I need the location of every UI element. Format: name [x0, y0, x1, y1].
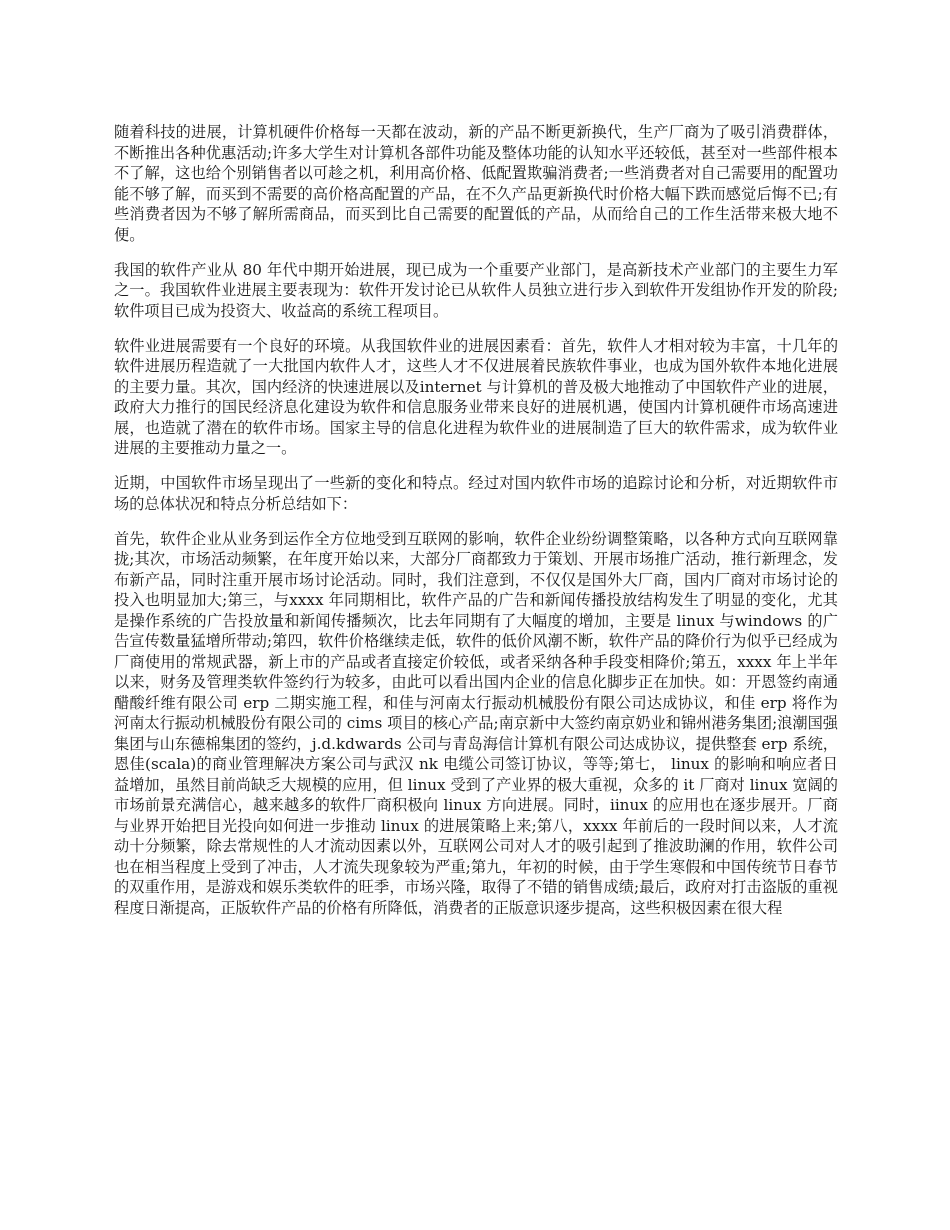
paragraph-market-characteristics: 首先，软件企业从业务到运作全方位地受到互联网的影响，软件企业纷纷调整策略，以各种方式向互联网靠拢;其次，市场活动频繁，在年度开始以来，大部分厂商都致力于策划、开展市场推广活动，推行新理念，发布新产品，同时注重开展市场讨论活动。同时，我们注意到，不仅仅是国外大厂商，国内厂商对市场讨论的投入也明显加大;第三，与xxxx 年同期相比，软件产品的广告和新闻传播投放结构发生了明显的变化，尤其是操作系统的广告投放量和新闻传播频次，比去年同期有了大幅度的增加，主要是 linux 与windows 的广告宣传数量猛增所带动;第四，软件价格继续走低，软件的低价风潮不断，软件产品的降价行为似乎已经成为厂商使用的常规武器，新上市的产品或者直接定价较低，或者采纳各种手段变相降价;第五，xxxx 年上半年以来，财务及管理类软件签约行为较多，由此可以看出国内企业的信息化脚步正在加快。如：开恩签约南通醋酸纤维有限公司 erp 二期实施工程，和佳与河南太行振动机械股份有限公司达成协议，和佳 erp 将作为河南太行振动机械股份有限公司的 cims 项目的核心产品;南京新中大签约南京奶业和锦州港务集团;浪潮国强集团与山东德棉集团的签约，j.d.kdwards 公司与青岛海信计算机有限公司达成协议，提供整套 erp 系统，恩佳(scala)的商业管理解决方案公司与武汉 nk 电缆公司签订协议，等等;第七， linux 的影响和响应者日益增加，虽然目前尚缺乏大规模的应用，但 linux 受到了产业界的极大重视，众多的 it 厂商对 linux 宽阔的市场前景充满信心，越来越多的软件厂商积极向 linux 方向进展。同时，iinux 的应用也在逐步展开。厂商与业界开始把目光投向如何进一步推动 linux 的进展策略上来;第八，xxxx 年前后的一段时间以来，人才流动十分频繁，除去常规性的人才流动因素以外，互联网公司对人才的吸引起到了推波助澜的作用，软件公司也在相当程度上受到了冲击，人才流失现象较为严重;第九，年初的时候，由于学生寒假和中国传统节日春节的双重作用，是游戏和娱乐类软件的旺季，市场兴隆，取得了不错的销售成绩;最后，政府对打击盗版的重视程度日渐提高，正版软件产品的价格有所降低，消费者的正版意识逐步提高，这些积极因素在很大程 [114, 529, 838, 917]
paragraph-development-factors: 软件业进展需要有一个良好的环境。从我国软件业的进展因素看：首先，软件人才相对较为丰富，十几年的软件进展历程造就了一大批国内软件人才，这些人才不仅进展着民族软件事业，也成为国外软件本地化进展的主要力量。其次，国内经济的快速进展以及internet 与计算机的普及极大地推动了中国软件产业的进展，政府大力推行的国民经济息化建设为软件和信息服务业带来良好的进展机遇，使国内计算机硬件市场高速进展，也造就了潜在的软件市场。国家主导的信息化进程为软件业的进展制造了巨大的软件需求，成为软件业进展的主要推动力量之一。 [114, 336, 838, 457]
paragraph-market-overview: 近期，中国软件市场呈现出了一些新的变化和特点。经过对国内软件市场的追踪讨论和分析，对近期软件市场的总体状况和特点分析总结如下： [114, 474, 838, 513]
document-page [114, 122, 838, 933]
paragraph-industry-status: 我国的软件产业从 80 年代中期开始进展，现已成为一个重要产业部门，是高新技术产业部门的主要生力军之一。我国软件业进展主要表现为：软件开发讨论已从软件人员独立进行步入到软件开发组协作开发的阶段;软件项目已成为投资大、收益高的系统工程项目。 [114, 260, 838, 320]
paragraph-consumer-issues: 随着科技的进展，计算机硬件价格每一天都在波动，新的产品不断更新换代，生产厂商为了吸引消费群体，不断推出各种优惠活动;许多大学生对计算机各部件功能及整体功能的认知水平还较低，甚至对一些部件根本不了解，这也给个别销售者以可趁之机，利用高价格、低配置欺骗消费者;一些消费者对自己需要用的配置功能不够了解，而买到不需要的高价格高配置的产品，在不久产品更新换代时价格大幅下跌而感觉后悔不已;有些消费者因为不够了解所需商品，而买到比自己需要的配置低的产品，从而给自己的工作生活带来极大地不便。 [114, 123, 838, 244]
